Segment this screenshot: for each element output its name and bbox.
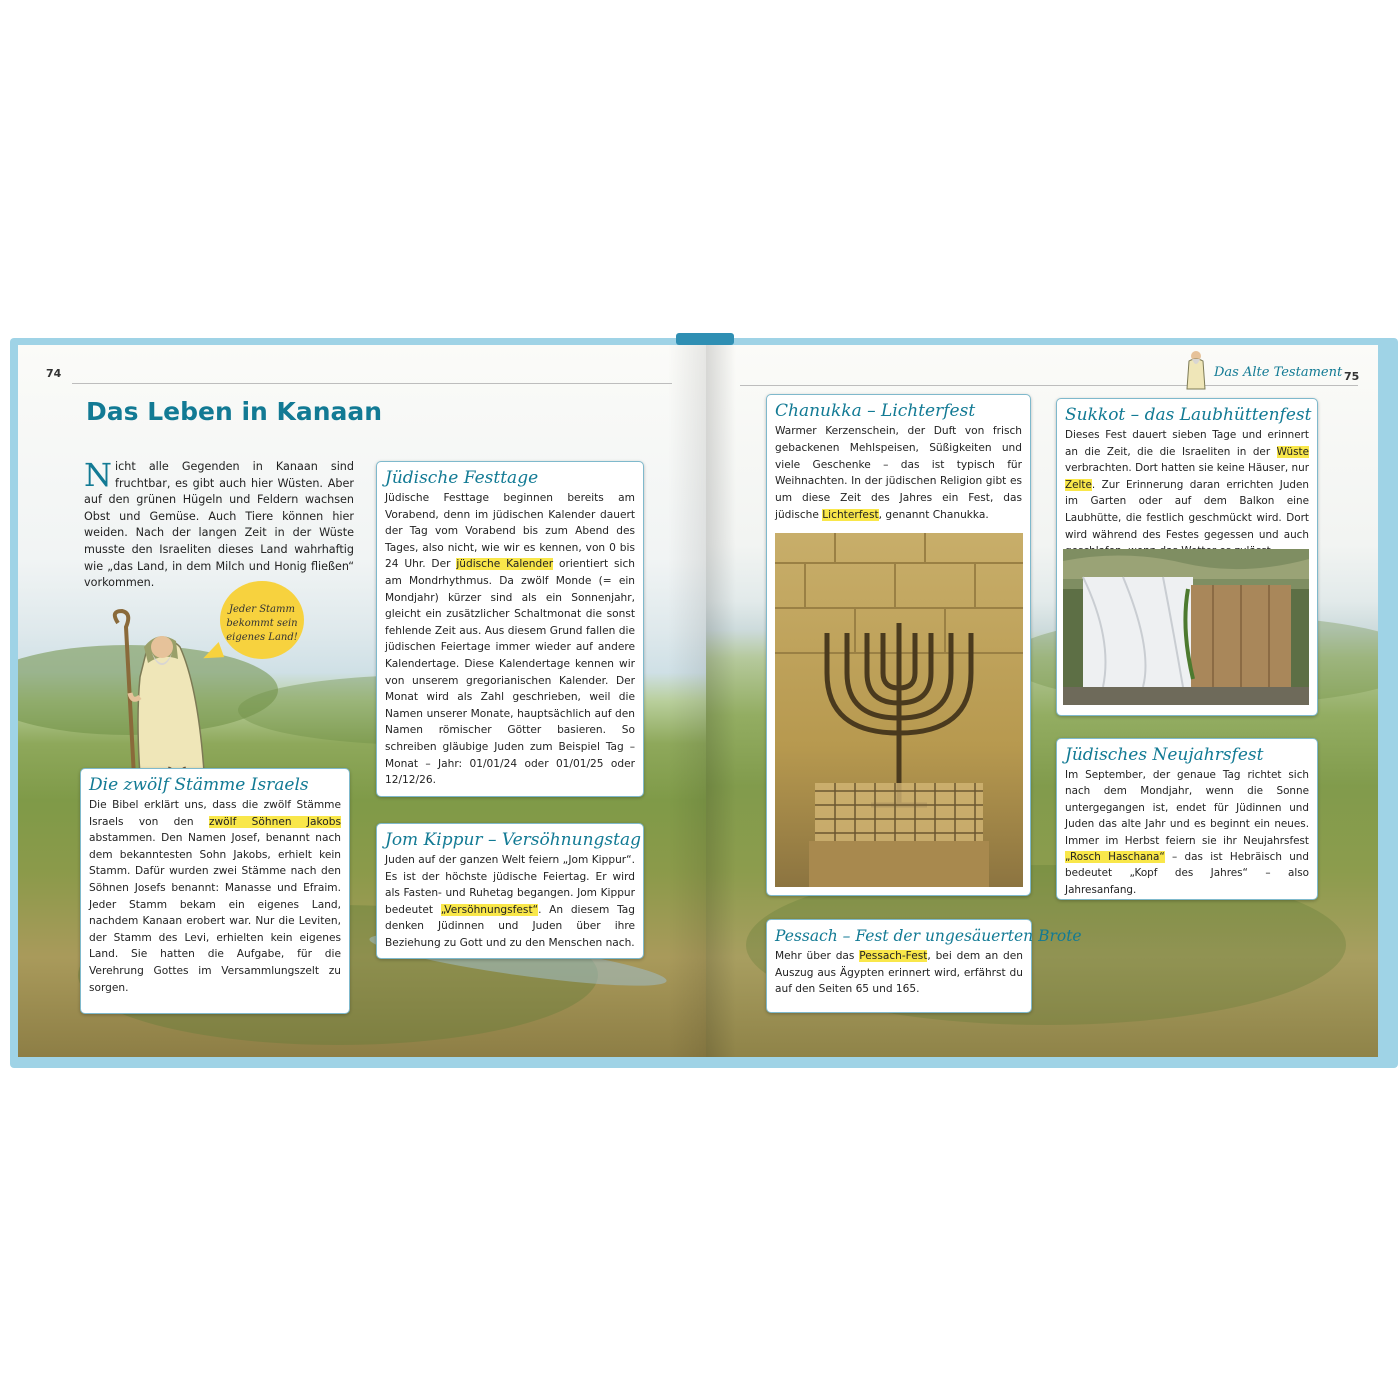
highlighted-term: „Rosch Haschana“ [1065, 851, 1165, 864]
info-box-chanukka [766, 394, 1031, 896]
text-part: . Zur Erinnerung daran errichten Juden im Garten oder auf dem Balkon eine Laubhütte, die festlich geschmückt wird. Dort wird während des Festes gegessen und auch [1065, 478, 1309, 541]
text-part: Mehr über das [775, 950, 860, 962]
box-title: Pessach – Fest der ungesäuerten Brote [775, 927, 1082, 945]
text-part: , genannt Chanukka. [878, 508, 989, 521]
shepherd-icon [100, 607, 210, 785]
intro-text: icht alle Gegenden in Kanaan sind fruchtbar, es gibt auch hier Wüsten. Aber auf den grünen Hügeln und Feldern wachsen Obst und Gemüse. Auch Tiere können hier weiden. Nach der langen Zeit in der Wüste musste den Israeliten dieses Land wahrhaftig wie „das Land, in dem Milch und Honig fließen“ vorkommen. [84, 460, 354, 590]
box-title: Jom Kippur – Versöhnungstag [385, 830, 641, 850]
drop-cap: N [84, 456, 112, 494]
page-number: 75 [1344, 370, 1360, 383]
page-gutter-shadow [668, 345, 706, 1057]
page-number: 74 [46, 367, 62, 380]
info-box-pessach [766, 919, 1082, 1013]
box-text [775, 423, 1022, 524]
box-title: Jüdische Festtage [385, 468, 539, 488]
box-title: Die zwölf Stämme Israels [89, 775, 309, 795]
info-box-sukkot [1056, 398, 1318, 716]
text-part: verbrachten. Dort hatten sie keine Häuser, nur [1065, 462, 1309, 475]
text-part: , bei dem an den Auszug aus Ägypten erinnert wird, erfährst du auf den Seiten 65 und 165. [775, 950, 1023, 996]
box-text [385, 852, 635, 952]
box-title: Chanukka – Lichterfest [775, 401, 976, 421]
text-part: Dieses Fest dauert sieben Tage und erinnert an die Zeit, die die Israeliten in der [1065, 429, 1309, 458]
highlighted-term: zwölf Söhnen Jakobs [208, 815, 341, 828]
box-text [1065, 427, 1309, 560]
sukkah-photo [1063, 549, 1309, 705]
info-box-feasts [376, 461, 644, 797]
text-part: orientiert sich am Mondrhythmus. Da zwölf Monde (= ein Mondjahr) kürzer sind als ein Sonnenjahr, gleicht ein zusätzlicher Schaltmonat die sonst fehlende Zeit aus. Aus diesem Grund fallen die jüdischen Feiertage immer wieder auf andere Kalendertage. Diese Kalendertage kennen wir von unserem gregorianischen Kalender. Der Monat wird als Zahl geschrieben, weil die Namen unserer Monate, hauptsächlich auf den Namen römischer Götter basieren. So schreiben gläubige Juden zum Beispiel Tag – Monat – Jahr: 01/01/24 oder 01/01/25 oder 12/12/26. [385, 558, 635, 787]
text-part: . An diesem Tag denken Jüdinnen und Juden über ihre Beziehung zu Gott und zu den Menschen nach. [385, 903, 635, 949]
left-page [18, 345, 706, 1057]
box-text [775, 948, 1023, 998]
highlighted-term: „Versöhnungsfest“ [440, 903, 539, 916]
box-text [385, 490, 635, 789]
info-box-new-year [1056, 738, 1318, 900]
text-part: Im September, der genaue Tag richtet sich nach dem Mondjahr, wenn die Sonne untergegangen ist, endet für Jüdinnen und Juden das alte Jahr und es beginnt ein neues. Immer im Herbst feiern sie ihr Neujahrsfest [1065, 769, 1309, 847]
box-title: Jüdisches Neujahrsfest [1065, 745, 1264, 765]
intro-paragraph [84, 456, 354, 592]
menorah-photo [775, 533, 1023, 887]
right-page [706, 345, 1378, 1057]
highlighted-term: Pessach-Fest [859, 950, 928, 962]
text-part: – das ist Hebräisch und bedeutet „Kopf des Jahres“ – also Jahresanfang. [1065, 851, 1309, 896]
text-part: Die Bibel erklärt uns, dass die zwölf Stämme Israels von den [89, 799, 341, 828]
highlighted-term: Lichterfest [822, 508, 879, 521]
prophet-figure-icon [1184, 349, 1208, 391]
box-text [89, 797, 341, 996]
box-title: Sukkot – das Laubhüttenfest [1065, 405, 1312, 425]
text-part: abstammen. Den Namen Josef, benannt nach dem bekanntesten Sohn Jakobs, erhielt kein Stamm. Dafür wurden zwei Stämme nach den Söhnen Josefs benannt: Manasse und Efraim. Jeder Stamm bekam ein eigenes Land, nachdem Kanaan erobert war. Nur die Leviten, der Stamm des Levi, erhielten kein eigenes Land. Sie hatten die Aufgabe, für die Verehrung Gottes im Versammlungszelt zu sorgen. [89, 832, 341, 994]
bookmark-ribbon [676, 333, 734, 345]
box-text [1065, 767, 1309, 898]
highlighted-term: jüdische Kalender [456, 558, 554, 571]
header-rule [72, 383, 672, 384]
highlighted-term: Wüste [1276, 445, 1309, 458]
info-box-yom-kippur [376, 823, 644, 959]
highlighted-term: Zelte [1065, 478, 1092, 491]
running-head: Das Alte Testament [1214, 365, 1343, 380]
text-part: Jüdische Festtage beginnen bereits am Vorabend, denn im jüdischen Kalender dauert der Tag vom Vorabend bis zum Abend des Tages, also nicht, wie wir es kennen, von 0 bis 24 Uhr. Der [385, 492, 635, 571]
page-title: Das Leben in Kanaan [86, 397, 383, 426]
header-rule [740, 385, 1358, 386]
info-box-tribes [80, 768, 350, 1014]
page-gutter-shadow [706, 345, 736, 1057]
text-part: Warmer Kerzenschein, der Duft von frisch gebackenen Mehlspeisen, Süßigkeiten und viele Geschenke – das ist typisch für Weihnachten. In der jüdischen Religion gibt es um diese Zeit des Jahres ein Fest, das jüdische [775, 425, 1022, 521]
speech-bubble-text: Jeder Stamm bekommt sein eigenes Land! [226, 604, 298, 643]
text-part: Juden auf der ganzen Welt feiern „Jom Kippur“. Es ist der höchste jüdische Feiertag. Er wird als Fasten- und Ruhetag begangen. Jom Kippur bedeutet [385, 854, 635, 916]
